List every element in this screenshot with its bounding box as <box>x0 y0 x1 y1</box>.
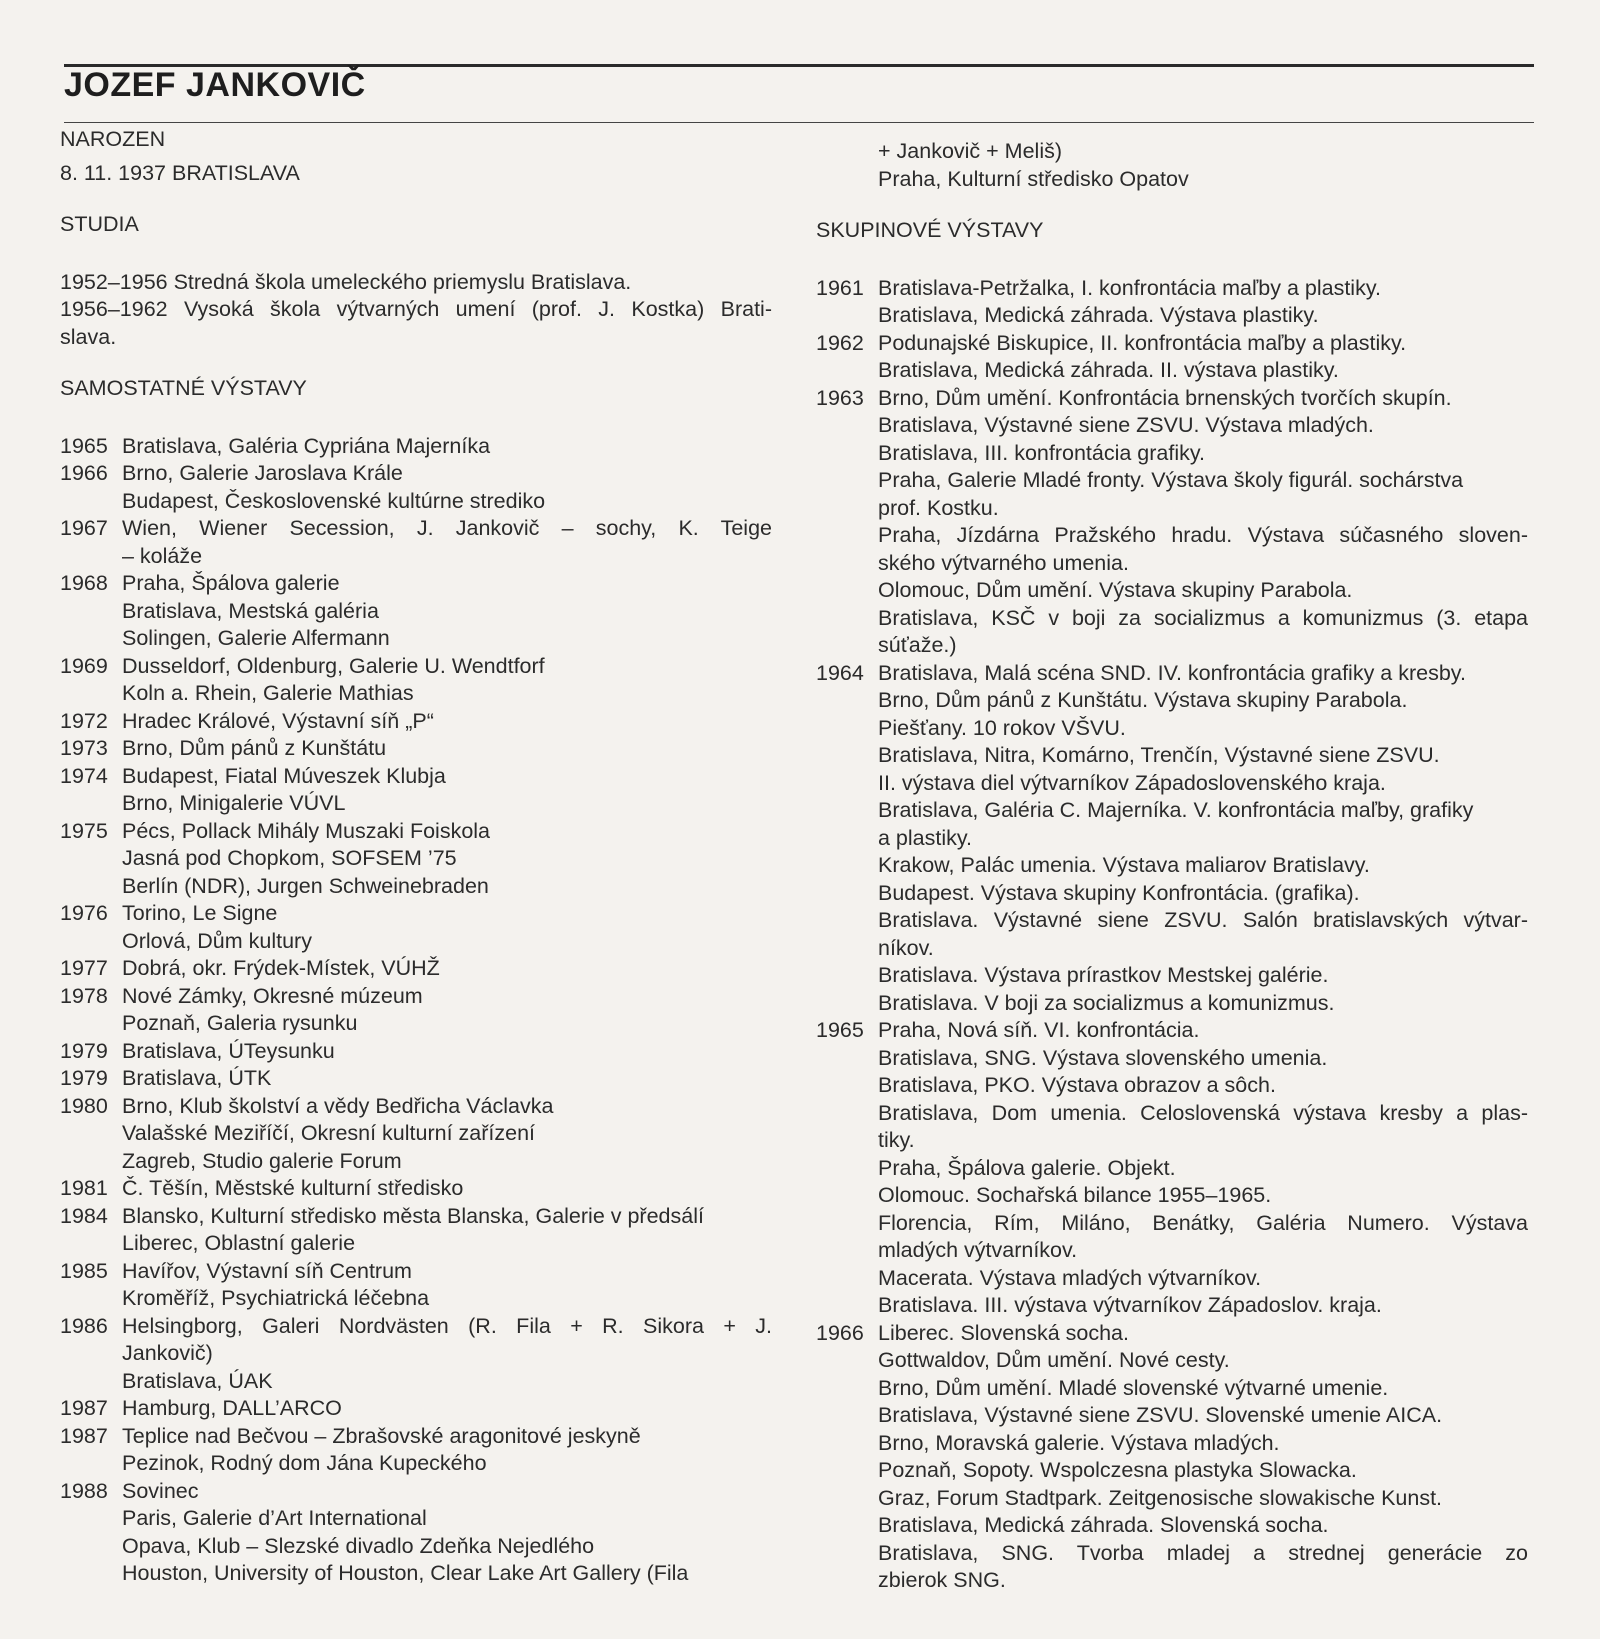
exhibition-entry <box>816 1017 1528 1320</box>
entry-line: Koln a. Rhein, Galerie Mathias <box>122 681 414 705</box>
exhibition-entry <box>60 515 772 570</box>
entry-items <box>122 1093 772 1176</box>
entry-line: zbierok SNG. <box>878 1568 1006 1592</box>
entry-year: 1978 <box>60 983 108 1008</box>
entry-year: 1987 <box>60 1396 108 1420</box>
entry-line: Torino, Le Signe <box>122 901 278 925</box>
entry-line: Praha, Špálova galerie. Objekt. <box>878 1155 1176 1180</box>
entry-line: Bratislava, SNG. Výstava slovenského umenia. <box>878 1045 1328 1070</box>
exhibition-entry <box>816 330 1528 385</box>
entry-line: Bratislava, Nitra, Komárno, Trenčín, Výstavné siene ZSVU. <box>878 743 1440 767</box>
entry-line: Brno, Galerie Jaroslava Krále <box>122 461 403 485</box>
entry-line: Krakow, Palác umenia. Výstava maliarov Bratislavy. <box>878 853 1370 877</box>
entry-line: Budapest, Československé kultúrne strediko <box>122 488 546 513</box>
exhibition-entry <box>60 1258 772 1313</box>
entry-line: prof. Kostku. <box>878 495 999 520</box>
entry-line: Wien, Wiener Secession, J. Jankovič – sochy, K. Teige <box>122 516 772 540</box>
studia-label: STUDIA <box>60 212 139 236</box>
entry-line: Bratislava-Petržalka, I. konfrontácia maľby a plastiky. <box>878 275 1381 300</box>
entry-items <box>122 570 772 653</box>
entry-year: 1961 <box>816 275 864 300</box>
entry-line: Jasná pod Chopkom, SOFSEM ’75 <box>122 846 457 870</box>
entry-line: Bratislava. Výstava prírastkov Mestskej galérie. <box>878 963 1329 987</box>
entry-line: Sovinec <box>122 1478 199 1503</box>
exhibition-entry <box>60 460 772 515</box>
entry-items <box>122 1423 772 1478</box>
entry-year: 1965 <box>60 433 108 458</box>
entry-line: – koláže <box>122 543 203 568</box>
entry-line: Praha, Jízdárna Pražského hradu. Výstava súčasného sloven- <box>878 523 1528 547</box>
entry-line: Houston, University of Houston, Clear Lake Art Gallery (Fila <box>122 1561 689 1585</box>
entry-line: Zagreb, Studio galerie Forum <box>122 1148 402 1173</box>
entry-year: 1969 <box>60 653 108 678</box>
exhibition-entry <box>60 1478 772 1588</box>
entry-year: 1963 <box>816 385 864 410</box>
entry-year: 1975 <box>60 818 108 843</box>
entry-line: Bratislava, KSČ v boji za socializmus a komunizmus (3. etapa <box>878 605 1528 630</box>
entry-line: Piešťany. 10 rokov VŠVU. <box>878 715 1126 740</box>
entry-items <box>122 1203 772 1258</box>
entry-line: Bratislava. III. výstava výtvarníkov Západoslov. kraja. <box>878 1293 1382 1317</box>
entry-year: 1986 <box>60 1313 108 1338</box>
entry-items <box>878 275 1528 330</box>
exhibition-entry <box>60 1395 772 1423</box>
entry-line: Bratislava, PKO. Výstava obrazov a sôch. <box>878 1073 1276 1097</box>
entry-line: Č. Těšín, Městské kulturní středisko <box>122 1176 464 1200</box>
entry-items <box>878 1320 1528 1595</box>
entry-line: Orlová, Dům kultury <box>122 928 312 953</box>
samostatne-list <box>60 433 772 1588</box>
entry-year: 1979 <box>60 1066 108 1090</box>
entry-year: 1967 <box>60 516 108 540</box>
entry-year: 1984 <box>60 1203 108 1228</box>
entry-line: Bratislava, Medická záhrada. Výstava plastiky. <box>878 303 1319 327</box>
entry-items <box>122 900 772 955</box>
exhibition-entry <box>60 1313 772 1396</box>
narozen-value: 8. 11. 1937 BRATISLAVA <box>60 160 300 185</box>
entry-items <box>122 1395 772 1423</box>
entry-items <box>122 1313 772 1396</box>
entry-year: 1987 <box>60 1423 108 1448</box>
entry-line: mladých výtvarníkov. <box>878 1238 1078 1262</box>
exhibition-entry <box>60 1203 772 1258</box>
entry-line: Bratislava, Malá scéna SND. IV. konfrontácia grafiky a kresby. <box>878 660 1466 685</box>
entry-line: Praha, Galerie Mladé fronty. Výstava školy figurál. sochárstva <box>878 468 1464 492</box>
entry-items <box>878 330 1528 385</box>
entry-items <box>122 433 772 461</box>
studia-line: 1956–1962 Vysoká škola výtvarných umení (prof. J. Kostka) Brati- <box>60 297 772 321</box>
entry-line: Bratislava, Výstavné siene ZSVU. Výstava mladých. <box>878 413 1374 437</box>
entry-line: Hradec Králové, Výstavní síň „P“ <box>122 708 434 733</box>
entry-line: Poznaň, Galeria rysunku <box>122 1011 358 1035</box>
entry-items <box>122 1175 772 1203</box>
entry-items <box>122 460 772 515</box>
entry-line: Bratislava, SNG. Tvorba mladej a strednej generácie zo <box>878 1540 1528 1565</box>
entry-line: Olomouc. Sochařská bilance 1955–1965. <box>878 1183 1272 1207</box>
entry-line: Budapest, Fiatal Múveszek Klubja <box>122 763 446 788</box>
entry-year: 1976 <box>60 901 108 925</box>
entry-line: a plastiky. <box>878 825 972 850</box>
entry-line: Bratislava. V boji za socializmus a komunizmus. <box>878 990 1335 1015</box>
studia-line: slava. <box>60 324 117 349</box>
entry-year: 1973 <box>60 736 108 760</box>
entry-items <box>878 660 1528 1018</box>
entry-line: Graz, Forum Stadtpark. Zeitgenosische slowakische Kunst. <box>878 1485 1443 1510</box>
studia-line: 1952–1956 Stredná škola umeleckého priemyslu Bratislava. <box>60 269 632 294</box>
entry-line: Praha, Špálova galerie <box>122 571 340 595</box>
studia-list <box>60 269 772 352</box>
entry-line: Brno, Moravská galerie. Výstava mladých. <box>878 1430 1280 1455</box>
entry-line: Jankovič) <box>122 1341 213 1365</box>
exhibition-entry <box>60 708 772 736</box>
entry-year: 1981 <box>60 1176 108 1200</box>
entry-line: Macerata. Výstava mladých výtvarníkov. <box>878 1265 1262 1290</box>
entry-items <box>122 708 772 736</box>
exhibition-entry <box>816 275 1528 330</box>
entry-line: Nové Zámky, Okresné múzeum <box>122 983 423 1008</box>
entry-line: Bratislava, Galéria Cypriána Majerníka <box>122 433 491 458</box>
exhibition-entry <box>60 763 772 818</box>
entry-line: Bratislava, Dom umenia. Celoslovenská výstava kresby a plas- <box>878 1100 1528 1125</box>
exhibition-entry <box>816 1320 1528 1595</box>
entry-line: Praha, Nová síň. VI. konfrontácia. <box>878 1018 1200 1042</box>
entry-line: Bratislava, Mestská galéria <box>122 598 379 623</box>
entry-year: 1985 <box>60 1258 108 1283</box>
entry-line: Poznaň, Sopoty. Wspolczesna plastyka Slowacka. <box>878 1458 1357 1482</box>
entry-line: Bratislava, Medická záhrada. II. výstava plastiky. <box>878 358 1339 382</box>
entry-line: Bratislava, ÚAK <box>122 1368 273 1393</box>
exhibition-entry <box>60 1065 772 1093</box>
exhibition-entry <box>60 1423 772 1478</box>
entry-line: Florencia, Rím, Miláno, Benátky, Galéria Numero. Výstava <box>878 1210 1528 1235</box>
entry-line: Blansko, Kulturní středisko města Blanska, Galerie v předsálí <box>122 1203 704 1228</box>
entry-line: Liberec. Slovenská socha. <box>878 1320 1129 1345</box>
entry-year: 1966 <box>816 1320 864 1345</box>
right-column <box>816 138 1528 1595</box>
entry-line: Valašské Meziříčí, Okresní kulturní zařízení <box>122 1121 536 1145</box>
entry-year: 1964 <box>816 660 864 685</box>
continuation-line: Praha, Kulturní středisko Opatov <box>878 166 1189 191</box>
entry-line: Bratislava, ÚTeysunku <box>122 1038 335 1063</box>
skupinove-list <box>816 275 1528 1595</box>
entry-year: 1968 <box>60 571 108 595</box>
exhibition-entry <box>816 385 1528 660</box>
entry-items <box>122 1258 772 1313</box>
exhibition-entry <box>60 653 772 708</box>
entry-line: II. výstava diel výtvarníkov Západoslovenského kraja. <box>878 770 1386 795</box>
entry-line: Havířov, Výstavní síň Centrum <box>122 1258 412 1283</box>
entry-year: 1962 <box>816 330 864 355</box>
entry-line: Brno, Dům umění. Konfrontácia brnenských tvorčích skupín. <box>878 385 1452 410</box>
skupinove-label: SKUPINOVÉ VÝSTAVY <box>816 218 1044 242</box>
entry-line: Helsingborg, Galeri Nordvästen (R. Fila + R. Sikora + J. <box>122 1313 772 1338</box>
entry-line: Bratislava, Medická záhrada. Slovenská socha. <box>878 1513 1329 1537</box>
exhibition-entry <box>60 570 772 653</box>
entry-line: Budapest. Výstava skupiny Konfrontácia. (grafika). <box>878 880 1360 905</box>
entry-line: Dusseldorf, Oldenburg, Galerie U. Wendtforf <box>122 653 545 678</box>
exhibition-entry <box>60 955 772 983</box>
entry-line: tiky. <box>878 1128 915 1152</box>
entry-year: 1977 <box>60 956 108 980</box>
entry-line: Gottwaldov, Dům umění. Nové cesty. <box>878 1348 1230 1372</box>
entry-line: Bratislava. Výstavné siene ZSVU. Salón bratislavských výtvar- <box>878 908 1528 932</box>
exhibition-entry <box>60 1093 772 1176</box>
entry-line: Olomouc, Dům umění. Výstava skupiny Parabola. <box>878 578 1353 602</box>
entry-year: 1980 <box>60 1093 108 1118</box>
entry-line: Brno, Klub školství a vědy Bedřicha Václavka <box>122 1093 554 1118</box>
entry-line: Pezinok, Rodný dom Jána Kupeckého <box>122 1451 487 1475</box>
entry-year: 1972 <box>60 708 108 733</box>
exhibition-entry <box>60 735 772 763</box>
entry-line: Podunajské Biskupice, II. konfrontácia maľby a plastiky. <box>878 330 1407 355</box>
samostatne-label: SAMOSTATNÉ VÝSTAVY <box>60 376 307 400</box>
exhibition-entry <box>60 1175 772 1203</box>
entry-items <box>122 983 772 1038</box>
exhibition-entry <box>816 660 1528 1018</box>
entry-line: Dobrá, okr. Frýdek-Místek, VÚHŽ <box>122 956 440 980</box>
exhibition-entry <box>60 1038 772 1066</box>
page-title: JOZEF JANKOVIČ <box>64 66 366 104</box>
entry-year: 1979 <box>60 1038 108 1063</box>
entry-line: Bratislava, ÚTK <box>122 1066 272 1090</box>
entry-year: 1965 <box>816 1018 864 1042</box>
narozen-label: NAROZEN <box>60 127 166 151</box>
entry-year: 1966 <box>60 461 108 485</box>
entry-year: 1974 <box>60 763 108 788</box>
entry-line: súťaže.) <box>878 633 957 657</box>
exhibition-entry <box>60 900 772 955</box>
entry-line: Brno, Dům pánů z Kunštátu <box>122 736 387 760</box>
entry-items <box>122 955 772 983</box>
entry-line: Bratislava, Galéria C. Majerníka. V. konfrontácia maľby, grafiky <box>878 798 1474 822</box>
entry-year: 1988 <box>60 1478 108 1503</box>
left-column <box>60 126 772 1588</box>
entry-line: Bratislava, III. konfrontácia grafiky. <box>878 440 1206 465</box>
entry-items <box>878 385 1528 660</box>
entry-items <box>122 1065 772 1093</box>
entry-line: Teplice nad Bečvou – Zbrašovské aragonitové jeskyně <box>122 1423 641 1448</box>
entry-line: Bratislava, Výstavné siene ZSVU. Slovenské umenie AICA. <box>878 1403 1443 1427</box>
entry-line: níkov. <box>878 935 934 960</box>
entry-line: ského výtvarného umenia. <box>878 550 1129 575</box>
entry-line: Brno, Dům pánů z Kunštátu. Výstava skupiny Parabola. <box>878 688 1408 712</box>
entry-items <box>122 515 772 570</box>
entry-items <box>122 1038 772 1066</box>
exhibition-entry <box>60 983 772 1038</box>
entry-line: Brno, Dům umění. Mladé slovenské výtvarné umenie. <box>878 1375 1389 1400</box>
entry-items <box>122 653 772 708</box>
entry-line: Pécs, Pollack Mihály Muszaki Foiskola <box>122 818 491 843</box>
entry-items <box>122 763 772 818</box>
entry-line: Paris, Galerie d’Art International <box>122 1506 427 1530</box>
entry-items <box>122 735 772 763</box>
entry-line: Liberec, Oblastní galerie <box>122 1231 356 1255</box>
entry-items <box>122 818 772 901</box>
entry-items <box>878 1017 1528 1320</box>
exhibition-entry <box>60 433 772 461</box>
entry-line: Hamburg, DALL’ARCO <box>122 1396 342 1420</box>
entry-line: Kroměříž, Psychiatrická léčebna <box>122 1286 430 1310</box>
entry-line: Berlín (NDR), Jurgen Schweinebraden <box>122 873 489 898</box>
entry-items <box>122 1478 772 1588</box>
exhibition-entry <box>60 818 772 901</box>
entry-line: Solingen, Galerie Alfermann <box>122 626 390 650</box>
continuation-line: + Jankovič + Meliš) <box>878 139 1063 163</box>
entry-line: Opava, Klub – Slezské divadlo Zdeňka Nejedlého <box>122 1533 595 1558</box>
title-rule <box>64 122 1534 123</box>
entry-line: Brno, Minigalerie VÚVL <box>122 791 346 815</box>
